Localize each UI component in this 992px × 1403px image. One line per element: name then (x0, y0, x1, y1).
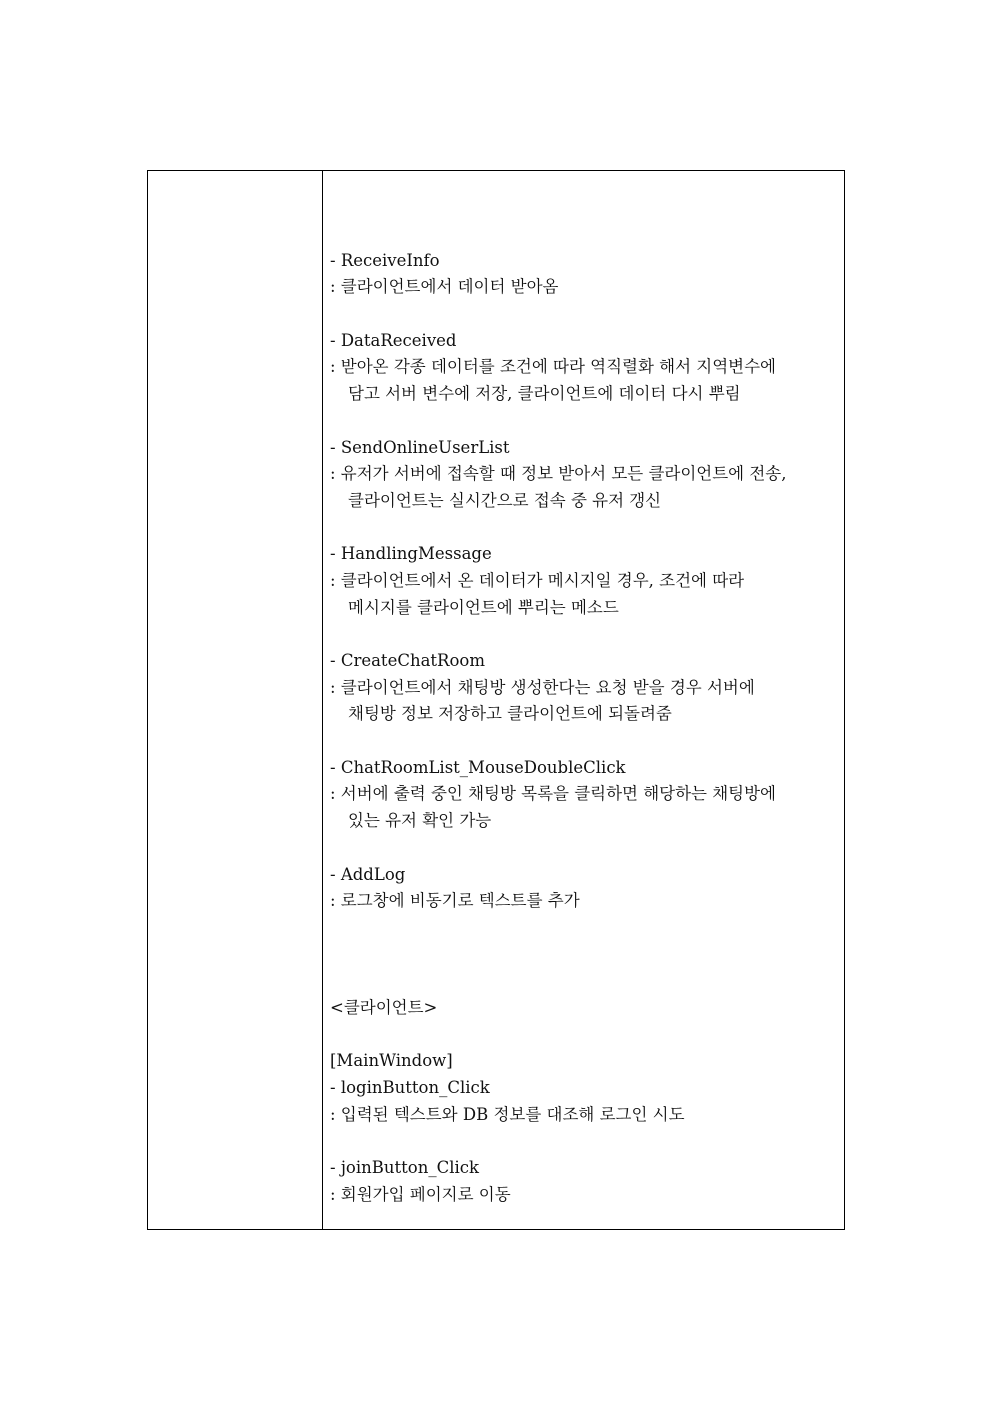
document-table (147, 170, 845, 1230)
server-method-chatroomlist-doubleclick (330, 755, 835, 835)
method-desc: : 클라이언트에서 온 데이터가 메시지일 경우, 조건에 따라 (330, 570, 745, 590)
method-desc-cont: 채팅방 정보 저장하고 클라이언트에 되돌려줌 (348, 704, 672, 724)
method-name: - DataReceived (330, 330, 457, 350)
server-method-sendonlineuserlist (330, 435, 835, 515)
method-desc-cont: 담고 서버 변수에 저장, 클라이언트에 데이터 다시 뿌림 (348, 384, 741, 404)
method-desc: : 입력된 텍스트와 DB 정보를 대조해 로그인 시도 (330, 1104, 685, 1124)
client-method-joinbutton-click (330, 1155, 835, 1208)
method-desc: : 클라이언트에서 채팅방 생성한다는 요청 받을 경우 서버에 (330, 677, 755, 697)
method-desc: : 서버에 출력 중인 채팅방 목록을 클릭하면 해당하는 채팅방에 (330, 784, 776, 804)
method-name: - AddLog (330, 864, 406, 884)
server-method-datareceived (330, 328, 835, 408)
server-method-handlingmessage (330, 541, 835, 621)
method-name: - loginButton_Click (330, 1078, 490, 1098)
server-method-addlog (330, 862, 835, 915)
client-method-loginbutton-click (330, 1075, 835, 1128)
left-cell (148, 171, 323, 1229)
method-desc: : 클라이언트에서 데이터 받아옴 (330, 277, 559, 297)
method-name: - SendOnlineUserList (330, 437, 510, 457)
method-name: - joinButton_Click (330, 1158, 480, 1178)
server-method-createchatroom (330, 648, 835, 728)
method-desc: : 받아온 각종 데이터를 조건에 따라 역직렬화 해서 지역변수에 (330, 357, 776, 377)
client-section-heading: <클라이언트> (330, 997, 438, 1017)
method-desc-cont: 있는 유저 확인 가능 (348, 811, 492, 831)
method-desc: : 회원가입 페이지로 이동 (330, 1184, 511, 1204)
method-name: - HandlingMessage (330, 544, 492, 564)
method-desc-cont: 클라이언트는 실시간으로 접속 중 유저 갱신 (348, 490, 662, 510)
method-name: - ReceiveInfo (330, 250, 440, 270)
method-name: - ChatRoomList_MouseDoubleClick (330, 757, 626, 777)
method-desc-cont: 메시지를 클라이언트에 뿌리는 메소드 (348, 597, 619, 617)
method-name: - CreateChatRoom (330, 651, 485, 670)
mainwindow-heading: [MainWindow] (330, 1051, 453, 1071)
method-desc: : 로그창에 비동기로 텍스트를 추가 (330, 891, 580, 911)
right-cell (330, 221, 835, 1208)
server-method-receiveinfo (330, 248, 835, 301)
method-desc: : 유저가 서버에 접속할 때 정보 받아서 모든 클라이언트에 전송, (330, 464, 787, 484)
